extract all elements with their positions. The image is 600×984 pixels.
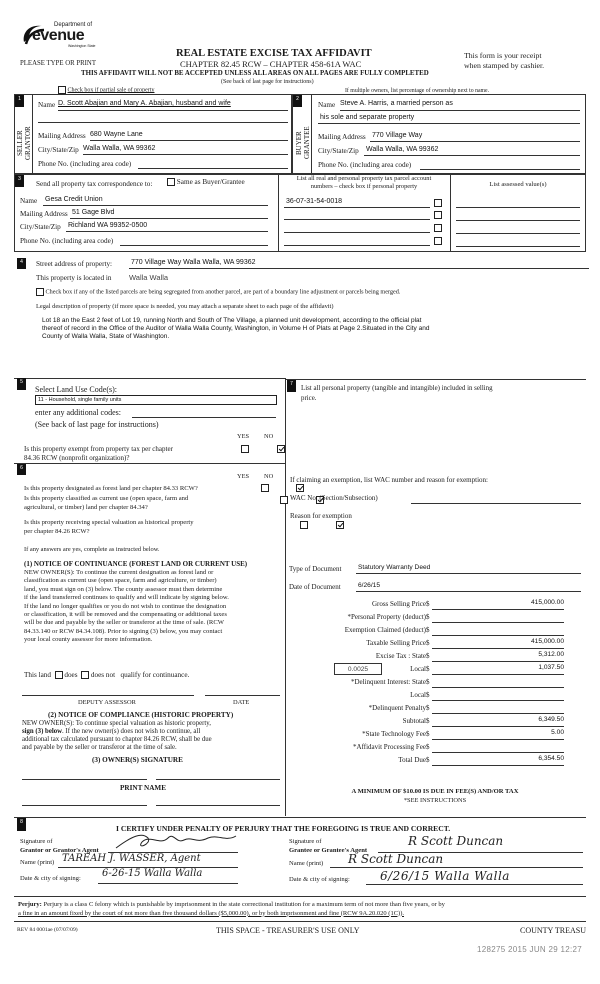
personal-property-label: List all personal property (tangible and intangible) included in selling price. xyxy=(301,385,493,402)
no-header: NO xyxy=(264,433,274,440)
treasurer-stamp: 128275 2015 JUN 29 12:27 xyxy=(477,945,583,954)
section-8-top-border xyxy=(14,817,586,818)
grantor-date-line xyxy=(98,883,238,884)
forest-question: Is this property designated as forest land per chapter 84.33 RCW? xyxy=(24,485,198,492)
seller-name-line xyxy=(58,110,288,111)
buyer-name-label: Name xyxy=(318,101,336,109)
grantee-date-line xyxy=(366,884,583,885)
reason-label: Reason for exemption xyxy=(290,512,352,520)
taxable-price-field[interactable]: 415,000.00 xyxy=(530,638,564,645)
land-use-selected: 11 - Household, single family units xyxy=(38,397,122,403)
delinquent-penalty-field[interactable] xyxy=(432,713,564,714)
tax-row-delinquent-state: *Delinquent Interest: State $ xyxy=(286,676,586,689)
print-name-field-2[interactable] xyxy=(156,805,280,806)
historic-question: Is this property receiving special valuation as historical property per chapter 84.26 RCW? xyxy=(24,519,194,535)
buyer-phone-field[interactable] xyxy=(420,169,580,170)
print-name-label: PRINT NAME xyxy=(120,784,166,792)
buyer-phone-label: Phone No. (including area code) xyxy=(318,161,412,169)
exemption-label: If claiming an exemption, list WAC number and reason for exemption: xyxy=(290,476,488,484)
assessor-date-field[interactable] xyxy=(205,695,280,696)
section-2-badge: 2 xyxy=(293,95,302,107)
excise-state-field[interactable]: 5,312.00 xyxy=(538,651,564,658)
treasurer-use: THIS SPACE - TREASURER'S USE ONLY xyxy=(216,926,360,935)
seller-name-label: Name xyxy=(38,101,56,109)
county-treasurer: COUNTY TREASU xyxy=(520,926,587,935)
partial-sale-row xyxy=(58,86,154,94)
parcel-row xyxy=(284,234,446,246)
tax-row-penalty: *Delinquent Penalty $ xyxy=(286,702,586,715)
current-use-yes-checkbox[interactable] xyxy=(280,496,288,504)
personal-property-checkbox[interactable] xyxy=(434,224,442,232)
tax-row-personal: *Personal Property (deduct) $ xyxy=(286,611,586,624)
notice-2-text: NEW OWNER(S): To continue special valuation as historic property, sign (3) below. If the new owner(s) does not wish to continue, all additional tax calculated pursuant to chapter 84.26 RCW, shall be due and payable by the seller or transferor at the time of sale. xyxy=(22,720,212,751)
tax-row-subtotal: Subtotal $ 6,349.50 xyxy=(402,716,564,725)
grantor-sig-label: Signature of Grantor or Grantor's Agent xyxy=(20,838,99,854)
located-label: This property is located in xyxy=(36,274,112,282)
processing-fee-field[interactable] xyxy=(432,752,564,753)
tax-row-excise-local: 0.0025 Local $ 1,037.50 xyxy=(286,663,586,676)
seller-mailing-line xyxy=(90,140,288,141)
assessed-value-field[interactable] xyxy=(456,246,580,247)
parcel-row xyxy=(284,221,446,233)
yes-header-6: YES xyxy=(237,473,250,480)
doc-date-label: Date of Document xyxy=(289,583,341,591)
owner-signature-field-2[interactable] xyxy=(156,779,280,780)
section-4-badge: 4 xyxy=(17,258,26,269)
receipt-note-2: when stamped by cashier. xyxy=(464,61,545,70)
buyer-side-label: BUYER GRANTEE xyxy=(295,126,311,160)
partial-sale-checkbox[interactable] xyxy=(58,86,66,94)
owner-signature-field-1[interactable] xyxy=(22,779,147,780)
does-qualify-checkbox[interactable] xyxy=(55,671,63,679)
parcel-divider xyxy=(278,174,279,252)
doc-type-line xyxy=(356,573,581,574)
owner-signature-label: (3) OWNER(S) SIGNATURE xyxy=(92,756,183,764)
grantor-name-field[interactable]: TAREAH J. WASSER, Agent xyxy=(62,853,201,864)
delinquent-interest-state-field[interactable] xyxy=(432,687,564,688)
tech-fee-field[interactable]: 5.00 xyxy=(551,729,564,736)
see-instructions: *SEE INSTRUCTIONS xyxy=(403,797,467,804)
grantee-date-label: Date & city of signing: xyxy=(289,876,350,883)
seller-mailing-label: Mailing Address xyxy=(38,132,86,140)
wac-field[interactable] xyxy=(411,503,581,504)
form-subtitle: CHAPTER 82.45 RCW – CHAPTER 458-61A WAC xyxy=(180,59,362,69)
buyer-mailing-line xyxy=(370,141,580,142)
continuance-row: This land does does not qualify for continuance. xyxy=(24,671,190,679)
logo-dept: Department of xyxy=(54,22,93,28)
corr-mailing-label: Mailing Address xyxy=(20,210,68,218)
segregated-checkbox[interactable] xyxy=(36,288,44,296)
assessed-value-field[interactable] xyxy=(456,220,580,221)
deputy-assessor-label: DEPUTY ASSESSOR xyxy=(78,699,136,706)
corr-mailing-field[interactable]: 51 Gage Blvd xyxy=(72,209,115,216)
exemption-claimed-field[interactable] xyxy=(432,635,564,636)
section-3-badge: 3 xyxy=(15,175,24,187)
no-header-6: NO xyxy=(264,473,274,480)
assessed-value-field[interactable] xyxy=(456,233,580,234)
buyer-mailing-field[interactable]: 770 Village Way xyxy=(372,132,423,139)
additional-codes-field[interactable] xyxy=(132,417,276,418)
grantee-name-line xyxy=(330,867,583,868)
seller-city-label: City/State/Zip xyxy=(38,146,79,154)
land-use-select[interactable] xyxy=(35,395,277,405)
tax-row-taxable: Taxable Selling Price $ 415,000.00 xyxy=(366,638,564,647)
perjury-top-border xyxy=(14,896,586,897)
doc-type-label: Type of Document xyxy=(289,565,342,573)
forest-yes-checkbox[interactable] xyxy=(261,484,269,492)
parcel-number-field[interactable] xyxy=(284,232,430,233)
personal-property-deduct-field[interactable] xyxy=(432,622,564,623)
grantor-name-label: Name (print) xyxy=(20,859,55,866)
minimum-note: A MINIMUM OF $10.00 IS DUE IN FEE(S) AND/OR TAX xyxy=(351,788,519,795)
street-field[interactable]: 770 Village Way Walla Walla, WA 99362 xyxy=(131,259,256,266)
segregated-row xyxy=(36,288,400,296)
grantee-sig-label: Signature of Grantee or Grantee's Agent xyxy=(289,838,368,854)
section-8-badge: 8 xyxy=(17,818,26,831)
partial-sale-label: Check box if partial sale of property xyxy=(67,87,155,94)
section-1-badge: 1 xyxy=(15,95,24,107)
corr-city-field[interactable]: Richland WA 99352-0500 xyxy=(68,222,148,229)
doc-date-line xyxy=(356,591,581,592)
instructions-note: (See back of last page for instructions) xyxy=(221,79,314,85)
multiple-owners-note: If multiple owners, list percentage of ownership next to name. xyxy=(345,88,490,94)
corr-name-label: Name xyxy=(20,197,38,205)
please-type: PLEASE TYPE OR PRINT xyxy=(20,60,96,67)
seller-divider xyxy=(32,94,33,174)
excise-local-field[interactable]: 1,037.50 xyxy=(538,664,564,671)
corr-name-field[interactable]: Gesa Credit Union xyxy=(45,196,103,203)
subtotal-field[interactable]: 6,349.50 xyxy=(538,716,564,723)
same-as-buyer-row xyxy=(167,178,245,186)
buyer-name-line xyxy=(340,110,580,111)
parcel-number-field[interactable] xyxy=(284,245,430,246)
print-name-field-1[interactable] xyxy=(22,805,147,806)
grantee-name-field[interactable]: R Scott Duncan xyxy=(348,852,444,866)
if-yes-note: If any answers are yes, complete as instructed below. xyxy=(24,546,160,553)
section-6-top-border xyxy=(14,463,286,464)
correspondence-label: Send all property tax correspondence to: xyxy=(36,180,153,188)
parcel-number-field[interactable] xyxy=(284,219,430,220)
assessed-divider xyxy=(450,174,451,252)
tax-table xyxy=(286,598,586,763)
delinquent-interest-local-field[interactable] xyxy=(432,700,564,701)
parcel-row xyxy=(284,208,446,220)
parcel-header: List all real and personal property tax parcel account numbers – check box if personal property xyxy=(296,175,432,190)
notice-1-title: (1) NOTICE OF CONTINUANCE (FOREST LAND OR CURRENT USE) xyxy=(24,560,248,568)
tax-row-excise-state: Excise Tax : State $ 5,312.00 xyxy=(375,651,564,660)
grantee-name-label: Name (print) xyxy=(289,860,324,867)
assessor-date-label: DATE xyxy=(233,699,250,706)
grantor-date-label: Date & city of signing: xyxy=(20,875,81,882)
corr-phone-label: Phone No. (including area code) xyxy=(20,237,114,245)
buyer-name-field[interactable]: Steve A. Harris, a married person as xyxy=(340,100,453,107)
personal-property-checkbox[interactable] xyxy=(434,211,442,219)
additional-codes-label: enter any additional codes: xyxy=(35,408,121,417)
assessed-header: List assessed value(s) xyxy=(489,181,547,188)
exempt-yes-checkbox[interactable] xyxy=(241,445,249,453)
same-as-buyer-checkbox[interactable] xyxy=(167,178,175,186)
does-not-qualify-checkbox[interactable] xyxy=(81,671,89,679)
tax-row-tech-fee: *State Technology Fee $ 5.00 xyxy=(362,729,564,738)
certify-statement: I CERTIFY UNDER PENALTY OF PERJURY THAT THE FOREGOING IS TRUE AND CORRECT. xyxy=(116,824,451,833)
tax-row-processing-fee: *Affidavit Processing Fee $ xyxy=(286,741,586,754)
perjury-text: Perjury: Perjury is a class C felony which is punishable by imprisonment in the state correctional institution for a maximum term of not more than five years, or by a fine in an amount fixed by the court of not more than five thousand dollars ($5,000.00), or by both imprisonment and fine (RCW 9A.20.020 (1C)). xyxy=(18,901,445,917)
personal-property-checkbox[interactable] xyxy=(434,199,442,207)
buyer-mailing-label: Mailing Address xyxy=(318,133,366,141)
tax-row-exemption: Exemption Claimed (deduct) $ xyxy=(286,624,586,637)
section-5-badge: 5 xyxy=(17,378,26,390)
wac-label: WAC No. (Section/Subsection) xyxy=(290,494,378,502)
reason-field[interactable] xyxy=(290,522,580,552)
revenue-logo xyxy=(20,20,100,50)
seller-phone-field[interactable] xyxy=(138,168,288,169)
seller-city-field[interactable]: Walla Walla, WA 99362 xyxy=(83,145,156,152)
completion-warning: THIS AFFIDAVIT WILL NOT BE ACCEPTED UNLESS ALL AREAS ON ALL PAGES ARE FULLY COMPLETED xyxy=(81,70,429,77)
land-use-see-back: (See back of last page for instructions) xyxy=(35,420,159,429)
seller-mailing-field[interactable]: 680 Wayne Lane xyxy=(90,131,143,138)
grantor-signature-field[interactable] xyxy=(112,830,242,852)
tax-row-total: Total Due $ 6,354.50 xyxy=(398,755,564,764)
personal-property-field[interactable] xyxy=(300,406,580,442)
receipt-note-1: This form is your receipt xyxy=(464,51,542,60)
tax-row-delinquent-local: Local $ xyxy=(286,689,586,702)
logo-state: Washington State xyxy=(68,44,96,48)
same-as-buyer-label: Same as Buyer/Grantee xyxy=(176,178,245,186)
street-label: Street address of property: xyxy=(36,260,113,268)
buyer-city-field[interactable]: Walla Walla, WA 99362 xyxy=(366,146,439,153)
exempt-no-checkbox[interactable] xyxy=(277,445,285,453)
buyer-city-label: City/State/Zip xyxy=(318,147,359,155)
section-7-badge: 7 xyxy=(287,380,296,392)
legal-label: Legal description of property (if more space is needed, you may attach a separate sheet to each page of the affidavit) xyxy=(36,303,334,310)
current-use-question: Is this property classified as current use (open space, farm and agricultural, or timber) land per chapter 84.34? xyxy=(24,495,189,511)
form-title: REAL ESTATE EXCISE TAX AFFIDAVIT xyxy=(176,48,372,59)
segregated-label: Check box if any of the listed parcels are being segregated from another parcel, are part of a boundary line adjustment or parcels being merged. xyxy=(45,288,401,296)
section-7-top-border xyxy=(286,379,586,380)
forest-no-checkbox[interactable] xyxy=(296,484,304,492)
seller-name-line-2[interactable] xyxy=(38,122,288,123)
seller-city-line xyxy=(83,154,288,155)
buyer-divider xyxy=(311,94,312,174)
rev-code: REV 84 0001ae (07/07/09) xyxy=(17,927,78,933)
buyer-name-field-2[interactable]: his sole and separate property xyxy=(320,114,415,121)
doc-type-field[interactable]: Statutory Warranty Deed xyxy=(358,564,431,571)
local-rate-box[interactable]: 0.0025 xyxy=(334,663,382,675)
located-field[interactable]: Walla Walla xyxy=(129,273,169,282)
seller-name-field[interactable]: D. Scott Abajian and Mary A. Abajian, husband and wife xyxy=(58,100,231,107)
section-6-badge: 6 xyxy=(17,464,26,475)
yes-header: YES xyxy=(237,433,250,440)
seller-phone-label: Phone No. (including area code) xyxy=(38,160,132,168)
seller-side-label: SELLER GRANTOR xyxy=(16,126,32,160)
buyer-city-line xyxy=(364,155,580,156)
grantee-signature-field[interactable]: R Scott Duncan xyxy=(408,834,504,848)
corr-name-line xyxy=(43,205,268,206)
notice-2-title: (2) NOTICE OF COMPLIANCE (HISTORIC PROPERTY) xyxy=(48,711,234,719)
perjury-bottom-border xyxy=(14,921,586,922)
land-use-label: Select Land Use Code(s): xyxy=(35,385,117,394)
deputy-assessor-field[interactable] xyxy=(22,695,194,696)
corr-mailing-line xyxy=(70,218,268,219)
exempt-question: Is this property exempt from property tax per chapter 84.36 RCW (nonprofit organization)? xyxy=(24,445,173,462)
tax-row-gross: Gross Selling Price $ 415,000.00 xyxy=(371,599,564,608)
street-line xyxy=(129,268,589,269)
doc-date-field[interactable]: 6/26/15 xyxy=(358,582,380,589)
total-due-field[interactable]: 6,354.50 xyxy=(538,755,564,762)
personal-property-checkbox[interactable] xyxy=(434,237,442,245)
parcel-number-field[interactable]: 36-07-31-54-0018 xyxy=(286,198,343,205)
corr-phone-field[interactable] xyxy=(120,245,268,246)
notice-1-text: NEW OWNER(S): To continue the current designation as forest land or classification as current use (open space, farm and agriculture, or timber) land, you must sign on (3) below. The county assessor must then determine if the land transferred continues to qualify and will indicate by signing below. If the land no longer qualifies or you do not wish to continue the designation or classification, it will be removed and the compensating or additional taxes will be due and payable by the seller or transferor at the time of sale. (RCW 84.33.140 or RCW 84.34.108). Prior to signing (3) below, you may contact your local county assessor for more information. xyxy=(24,569,229,644)
assessed-value-field[interactable] xyxy=(456,207,580,208)
grantee-date-field[interactable]: 6/26/15 Walla Walla xyxy=(380,869,510,883)
parcel-row xyxy=(284,196,446,208)
gross-price-field[interactable]: 415,000.00 xyxy=(530,599,564,606)
corr-city-line xyxy=(66,231,268,232)
corr-city-label: City/State/Zip xyxy=(20,223,61,231)
grantor-date-field[interactable]: 6-26-15 Walla Walla xyxy=(102,868,203,879)
legal-description-field[interactable]: Lot 18 an the East 2 feet of Lot 19, running North and South of The Village, a planned unit development, according to the official plat thereof of record in the Office of the Auditor of Walla Walla County, Washington, in Volume H of Plats at Page 2.Situated in the City and County of Walla Walla, State of Washington. xyxy=(42,317,430,340)
logo-name: evenue xyxy=(32,27,85,44)
buyer-name-line-2 xyxy=(318,123,580,124)
